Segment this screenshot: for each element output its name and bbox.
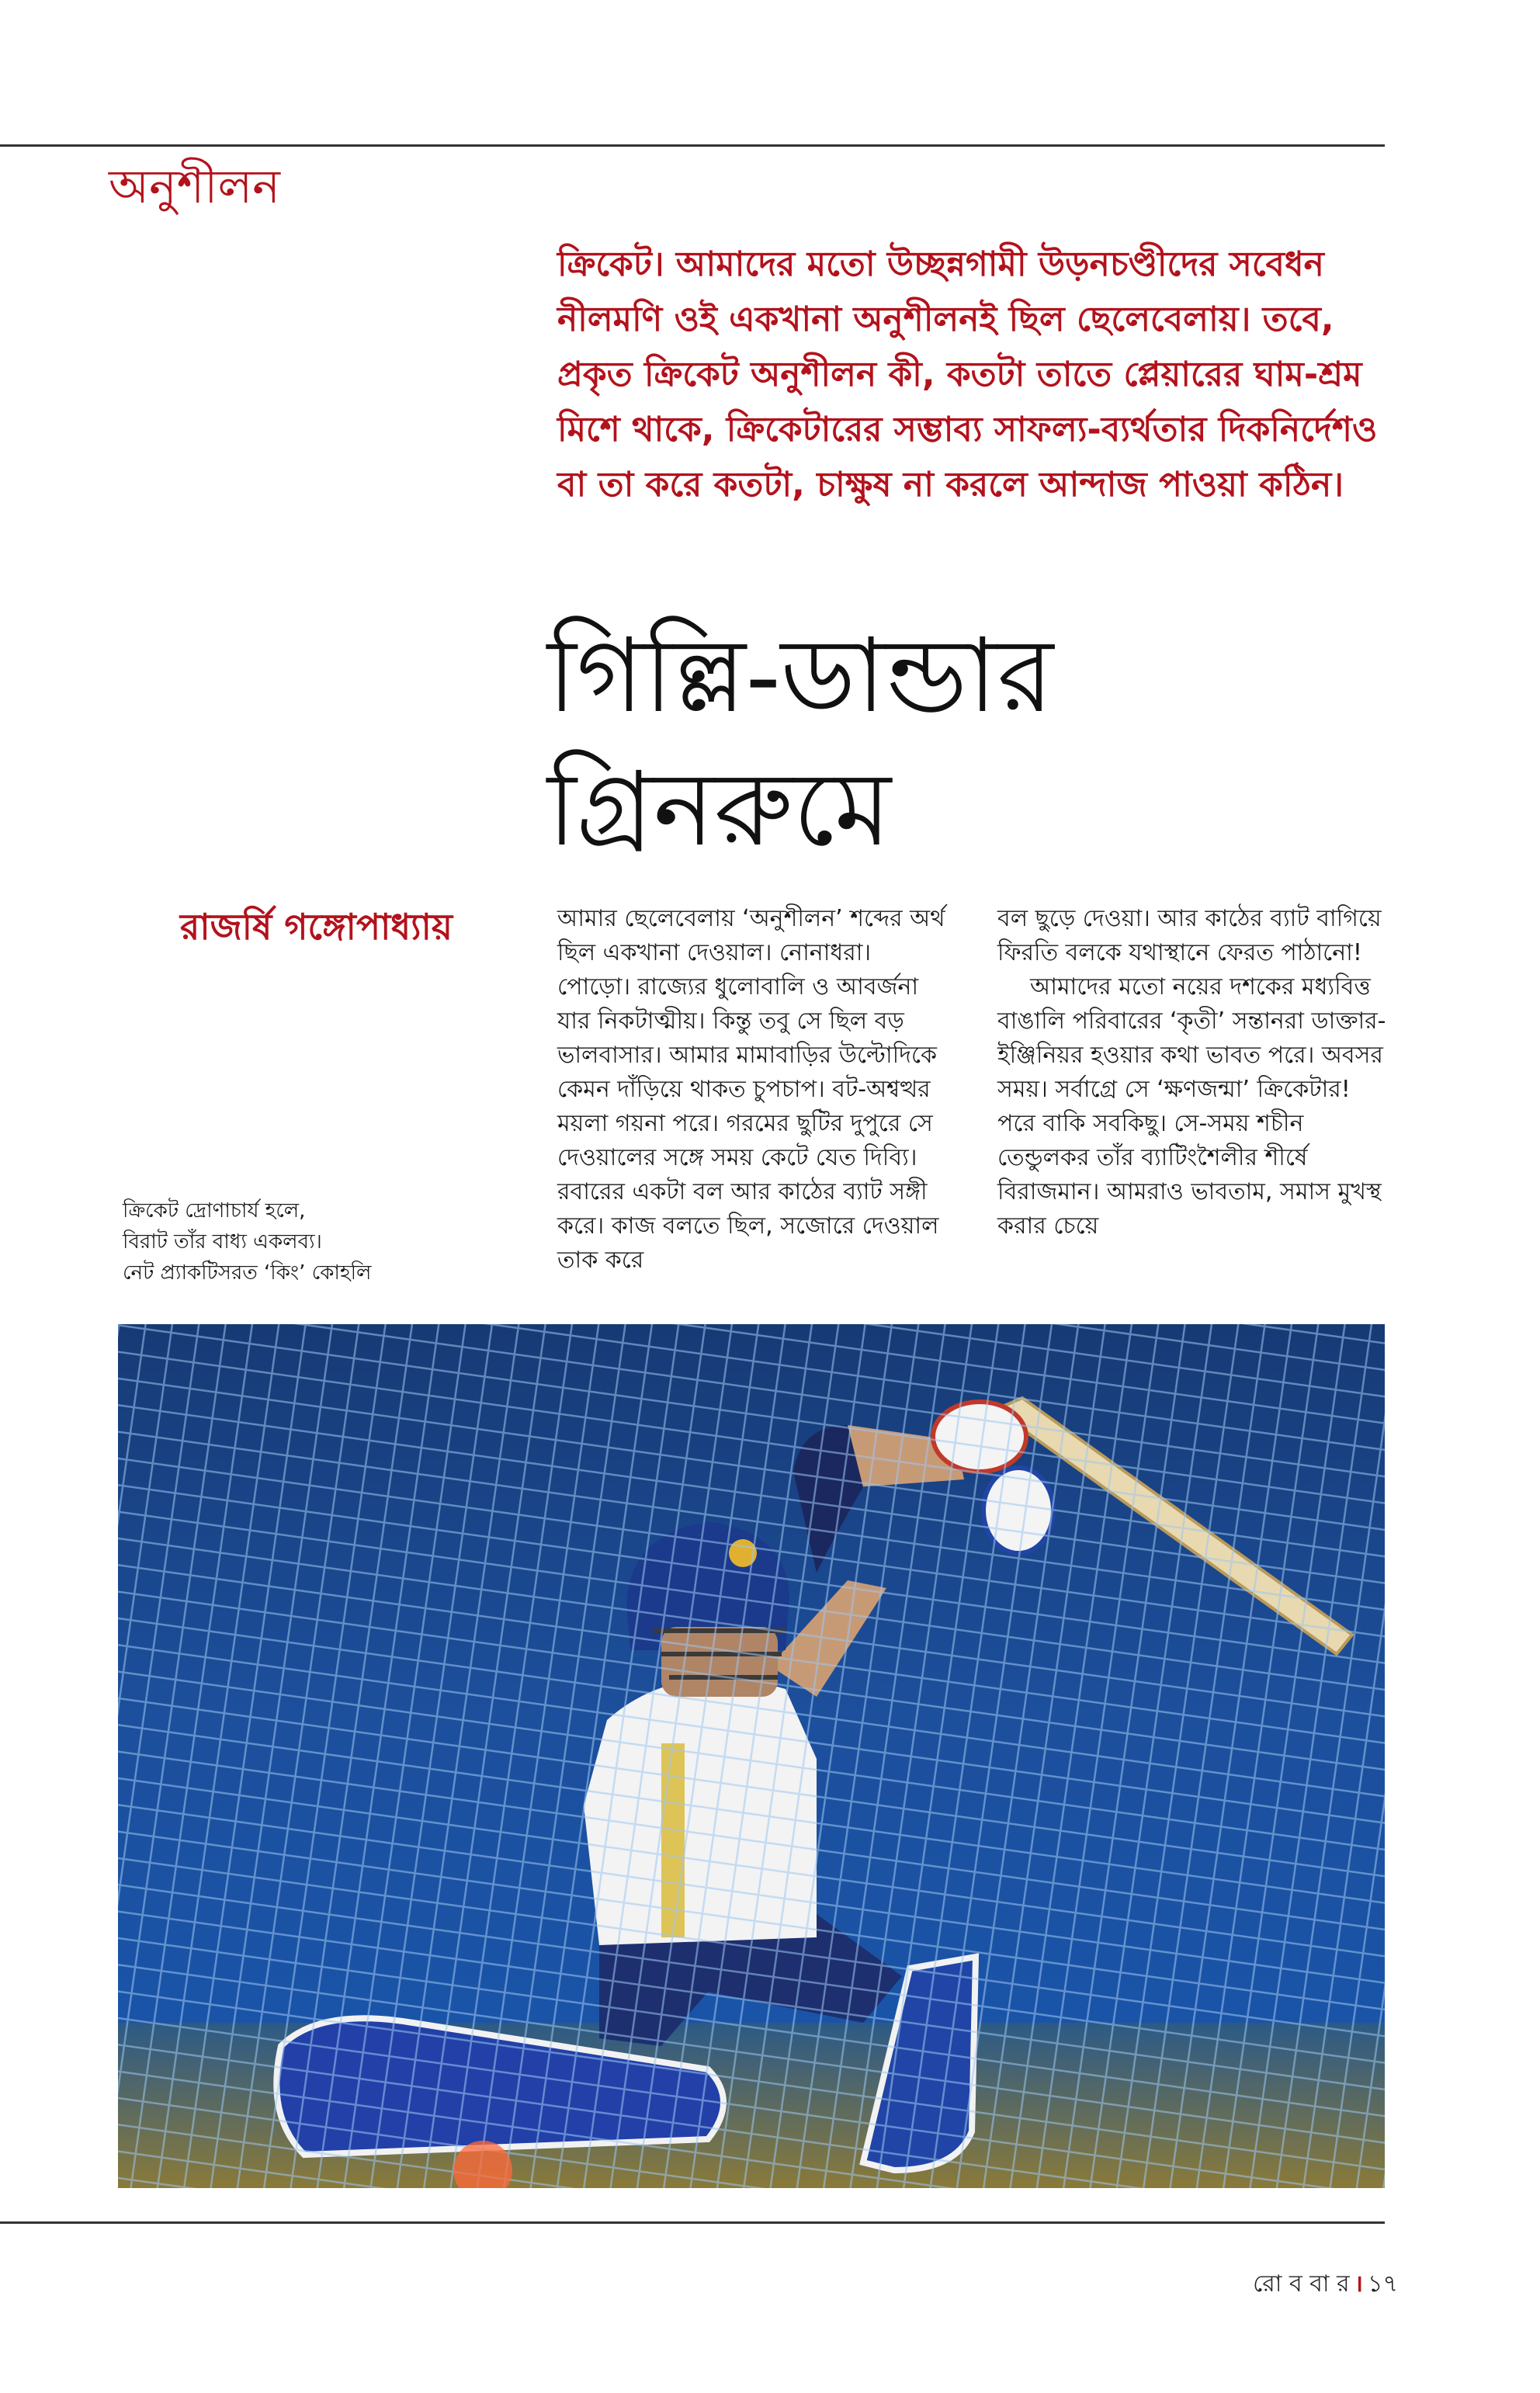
byline: রাজর্ষি গঙ্গোপাধ্যায় <box>180 906 453 948</box>
bottom-rule <box>0 2221 1385 2224</box>
batsman-illustration <box>118 1324 1385 2188</box>
body-column-2 <box>997 902 1389 1243</box>
page-footer <box>1253 2265 1398 2305</box>
section-label: অনুশীলন <box>109 160 280 214</box>
caption-line-3: নেট প্র্যাকটিসরত ‘কিং’ কোহলি <box>123 1261 372 1285</box>
caption-line-1: ক্রিকেট দ্রোণাচার্য হলে, <box>123 1199 306 1223</box>
headline <box>547 609 1323 876</box>
caption-line-2: বিরাট তাঁর বাধ্য একলব্য। <box>123 1230 322 1254</box>
body-paragraph: আমাদের মতো নয়ের দশকের মধ্যবিত্ত বাঙালি পরিবারের ‘কৃতী’ সন্তানরা ডাক্তার-ইঞ্জিনিয়র হওয়ার কথা ভাবত পরে। অবসর সময়। সর্বাগ্রে সে ‘ক্ষণজন্মা’ ক্রিকেটার! পরে বাকি সবকিছু। সে-সময় শচীন তেন্ডুলকর তাঁর ব্যাটিংশৈলীর শীর্ষে বিরাজমান। আমরাও ভাবতাম, সমাস মুখস্থ করার চেয়ে <box>997 973 1386 1240</box>
intro-text: ক্রিকেট। আমাদের মতো উচ্ছন্নগামী উড়নচণ্ডীদের সবেধন নীলমণি ওই একখানা অনুশীলনই ছিল ছেলেবেলায়। তবে, প্রকৃত ক্রিকেট অনুশীলন কী, কতটা তাতে প্লেয়ারের ঘাম-শ্রম মিশে থাকে, ক্রিকেটারের সম্ভাব্য সাফল্য-ব্যর্থতার দিকনির্দেশও বা তা করে কতটা, চাক্ষুষ না করলে আন্দাজ পাওয়া কঠিন। <box>557 245 1378 505</box>
body-paragraph: আমার ছেলেবেলায় ‘অনুশীলন’ শব্দের অর্থ ছিল একখানা দেওয়াল। নোনাধরা। পোড়ো। রাজ্যের ধুলোবালি ও আবর্জনা যার নিকটাত্মীয়। কিন্তু তবু সে ছিল বড় ভালবাসার। আমার মামাবাড়ির উল্টোদিকে কেমন দাঁড়িয়ে থাকত চুপচাপ। বট-অশ্বত্থর ময়লা গয়না পরে। গরমের ছুটির দুপুরে সে দেওয়ালের সঙ্গে সময় কেটে যেত দিব্যি। রবারের একটা বল আর কাঠের ব্যাট সঙ্গী করে। কাজ বলতে ছিল, সজোরে দেওয়াল তাক করে <box>557 905 945 1274</box>
magazine-name: রো ব বা র <box>1253 2270 1350 2298</box>
body-paragraph: বল ছুড়ে দেওয়া। আর কাঠের ব্যাট বাগিয়ে ফিরতি বলকে যথাস্থানে ফেরত পাঠানো! <box>997 905 1382 966</box>
body-column-1 <box>557 902 949 1278</box>
cricket-nets-photo <box>118 1324 1385 2188</box>
headline-line-1: গিল্লি-ডান্ডার <box>547 616 1054 736</box>
photo-caption <box>123 1195 449 1288</box>
headline-line-2: গ্রিনরুমে <box>547 750 892 869</box>
page-number: ১৭ <box>1368 2270 1398 2298</box>
top-rule <box>0 144 1385 147</box>
footer-separator: । <box>1354 2270 1364 2298</box>
